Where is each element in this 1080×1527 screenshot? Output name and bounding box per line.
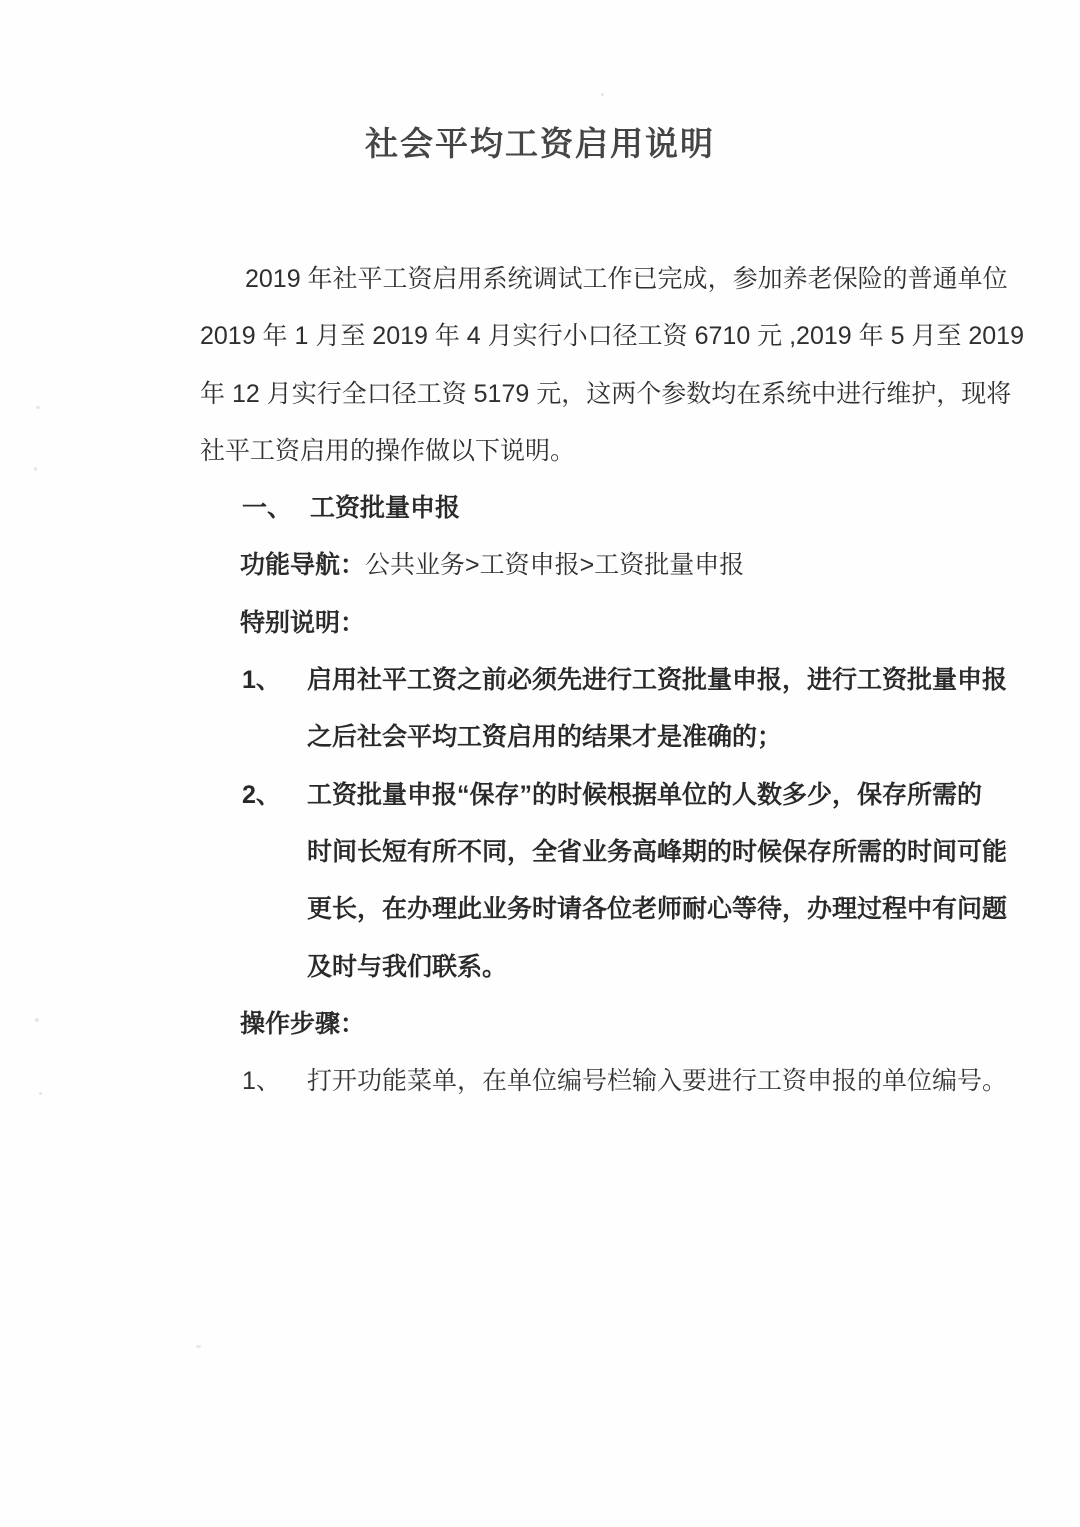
section-heading [242, 480, 942, 537]
scan-speck [35, 1018, 39, 1022]
note-line: 时间长短有所不同，全省业务高峰期的时候保存所需的时间可能 [307, 837, 1008, 866]
note-item-1 [242, 652, 1008, 767]
note-line: 及时与我们联系。 [307, 952, 508, 981]
function-nav-line [240, 537, 942, 594]
note-line: 工资批量申报“保存”的时候根据单位的人数多少，保存所需的 [307, 780, 983, 809]
nav-path: 公共业务>工资申报>工资批量申报 [365, 551, 745, 580]
scan-speck [34, 467, 37, 471]
note-text [307, 652, 1007, 767]
step-text: 打开功能菜单，在单位编号栏输入要进行工资申报的单位编号。 [307, 1067, 1008, 1096]
note-item-2 [242, 767, 1008, 996]
intro-line: 2019 年 1 月至 2019 年 4 月实行小口径工资 6710 元 ,2019 年 5 月至 2019 [200, 322, 1024, 351]
intro-line: 2019 年社平工资启用系统调试工作已完成，参加养老保险的普通单位 [245, 265, 1008, 293]
note-line: 启用社平工资之前必须先进行工资批量申报，进行工资批量申报 [307, 666, 1008, 695]
document-body [200, 251, 1024, 1110]
note-number: 2、 [242, 780, 281, 809]
special-notes-label: 特别说明： [240, 608, 366, 637]
step-number: 1、 [242, 1067, 281, 1096]
section-number: 一、 [242, 494, 293, 523]
note-number: 1、 [242, 666, 281, 695]
scan-speck [36, 406, 40, 409]
note-line: 之后社会平均工资启用的结果才是准确的； [307, 723, 783, 752]
scan-speck [196, 1345, 201, 1348]
nav-label: 功能导航： [240, 551, 366, 580]
steps-label: 操作步骤： [240, 1009, 366, 1038]
scan-speck [601, 93, 604, 96]
page-title: 社会平均工资启用说明 [365, 125, 715, 162]
intro-line: 年 12 月实行全口径工资 5179 元，这两个参数均在系统中进行维护，现将 [200, 379, 1012, 408]
intro-line: 社平工资启用的操作做以下说明。 [200, 436, 576, 465]
section-title: 工资批量申报 [310, 494, 461, 523]
note-text [307, 767, 1007, 996]
step-item-1 [242, 1053, 1008, 1110]
scan-speck [39, 1092, 42, 1095]
note-line: 更长，在办理此业务时请各位老师耐心等待，办理过程中有问题 [307, 895, 1008, 924]
